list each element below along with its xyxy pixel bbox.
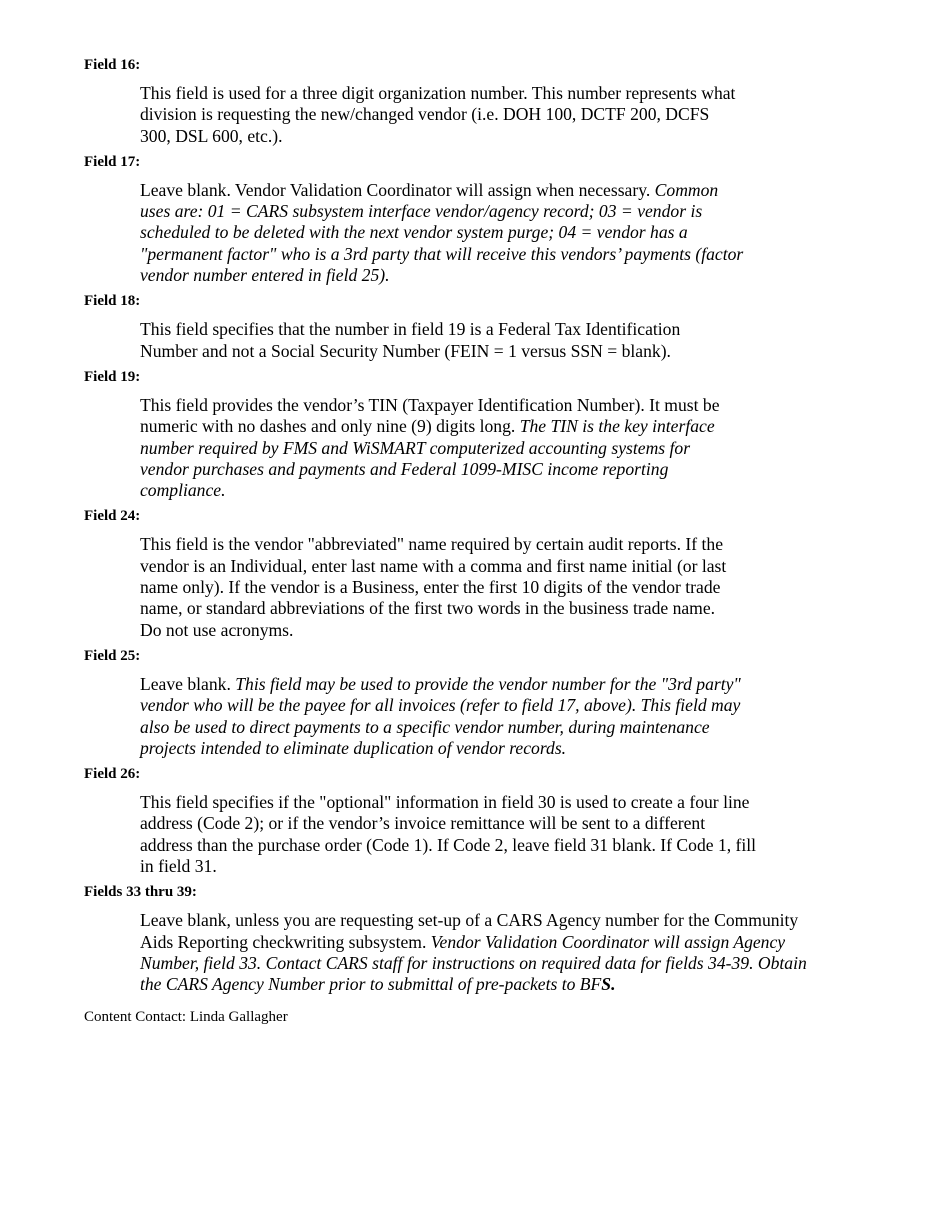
field-19-text: This field provides the vendor’s TIN (Taxpayer Identification Number). It must be numeric with no dashes and only nine (9) digits long. <box>140 394 720 437</box>
field-24-section <box>84 507 864 640</box>
field-26-text: This field specifies if the "optional" information in field 30 is used to create a four line address (Code 2); or if the vendor’s invoice remittance will be sent to a different address than the purchase order (Code 1). If Code 2, leave field 31 blank. If Code 1, fill in field 31. <box>140 792 757 877</box>
field-25-heading: Field 25: <box>84 647 141 664</box>
field-26-heading: Field 26: <box>84 766 141 783</box>
field-17-section <box>84 153 864 286</box>
field-24-heading: Field 24: <box>84 508 141 525</box>
field-18-description <box>140 319 726 362</box>
field-17-text: Leave blank. Vendor Validation Coordinator will assign when necessary. <box>140 179 651 200</box>
field-16-text: This field is used for a three digit organization number. This number represents what division is requesting the new/changed vendor (i.e. DOH 100, DCTF 200, DCFS 300, DSL 600, etc.). <box>140 83 736 146</box>
field-26-section <box>84 765 864 877</box>
field-19-section <box>84 368 864 501</box>
fields-33-39-description <box>140 910 816 995</box>
fields-33-39-italic-note: Vendor Validation Coordinator will assign Agency Number, field 33. Contact CARS staff for instructions on required data for fields 34-39. Obtain the CARS Agency Number prior to submittal of pre-packets to BF <box>140 931 807 995</box>
field-16-section <box>84 56 864 147</box>
field-24-text: This field is the vendor "abbreviated" name required by certain audit reports. If the vendor is an Individual, enter last name with a comma and first name initial (or last name only). If the vendor is a Business, enter the first 10 digits of the vendor trade name, or standard abbreviations of the first two words in the business trade name. Do not use acronyms. <box>140 534 727 640</box>
document-page <box>84 56 864 1026</box>
field-19-description <box>140 395 740 501</box>
field-24-description <box>140 534 740 640</box>
content-contact: Content Contact: Linda Gallagher <box>84 1008 288 1025</box>
field-16-heading: Field 16: <box>84 57 141 73</box>
fields-33-39-section <box>84 883 864 995</box>
fields-33-39-bold-tail: S. <box>601 974 616 995</box>
field-18-heading: Field 18: <box>84 293 141 310</box>
field-18-text: This field specifies that the number in field 19 is a Federal Tax Identification Number and not a Social Security Number (FEIN = 1 versus SSN = blank). <box>140 319 681 361</box>
field-19-heading: Field 19: <box>84 368 141 385</box>
field-25-description <box>140 674 760 759</box>
field-17-description <box>140 180 752 286</box>
field-26-description <box>140 792 758 877</box>
field-25-italic-note: This field may be used to provide the vendor number for the "3rd party" vendor who will be the payee for all invoices (refer to field 17, above). This field may also be used to direct payments to a specific vendor number, during maintenance projects intended to eliminate duplication of vendor records. <box>140 673 741 758</box>
field-17-italic-note: Common uses are: 01 = CARS subsystem interface vendor/agency record; 03 = vendor is scheduled to be deleted with the next vendor system purge; 04 = vendor has a "permanent factor" who is a 3rd party that will receive this vendors’ payments (factor vendor number entered in field 25). <box>140 179 744 286</box>
field-25-section <box>84 647 864 759</box>
field-25-text: Leave blank. <box>140 673 231 694</box>
fields-33-39-heading: Fields 33 thru 39: <box>84 884 197 901</box>
field-17-heading: Field 17: <box>84 153 141 170</box>
fields-33-39-text: Leave blank, unless you are requesting set-up of a CARS Agency number for the Community Aids Reporting checkwriting subsystem. <box>140 910 799 952</box>
field-18-section <box>84 292 864 362</box>
field-19-italic-note: The TIN is the key interface number required by FMS and WiSMART computerized accounting systems for vendor purchases and payments and Federal 1099-MISC income reporting compliance. <box>140 416 715 501</box>
field-16-description <box>140 83 740 147</box>
